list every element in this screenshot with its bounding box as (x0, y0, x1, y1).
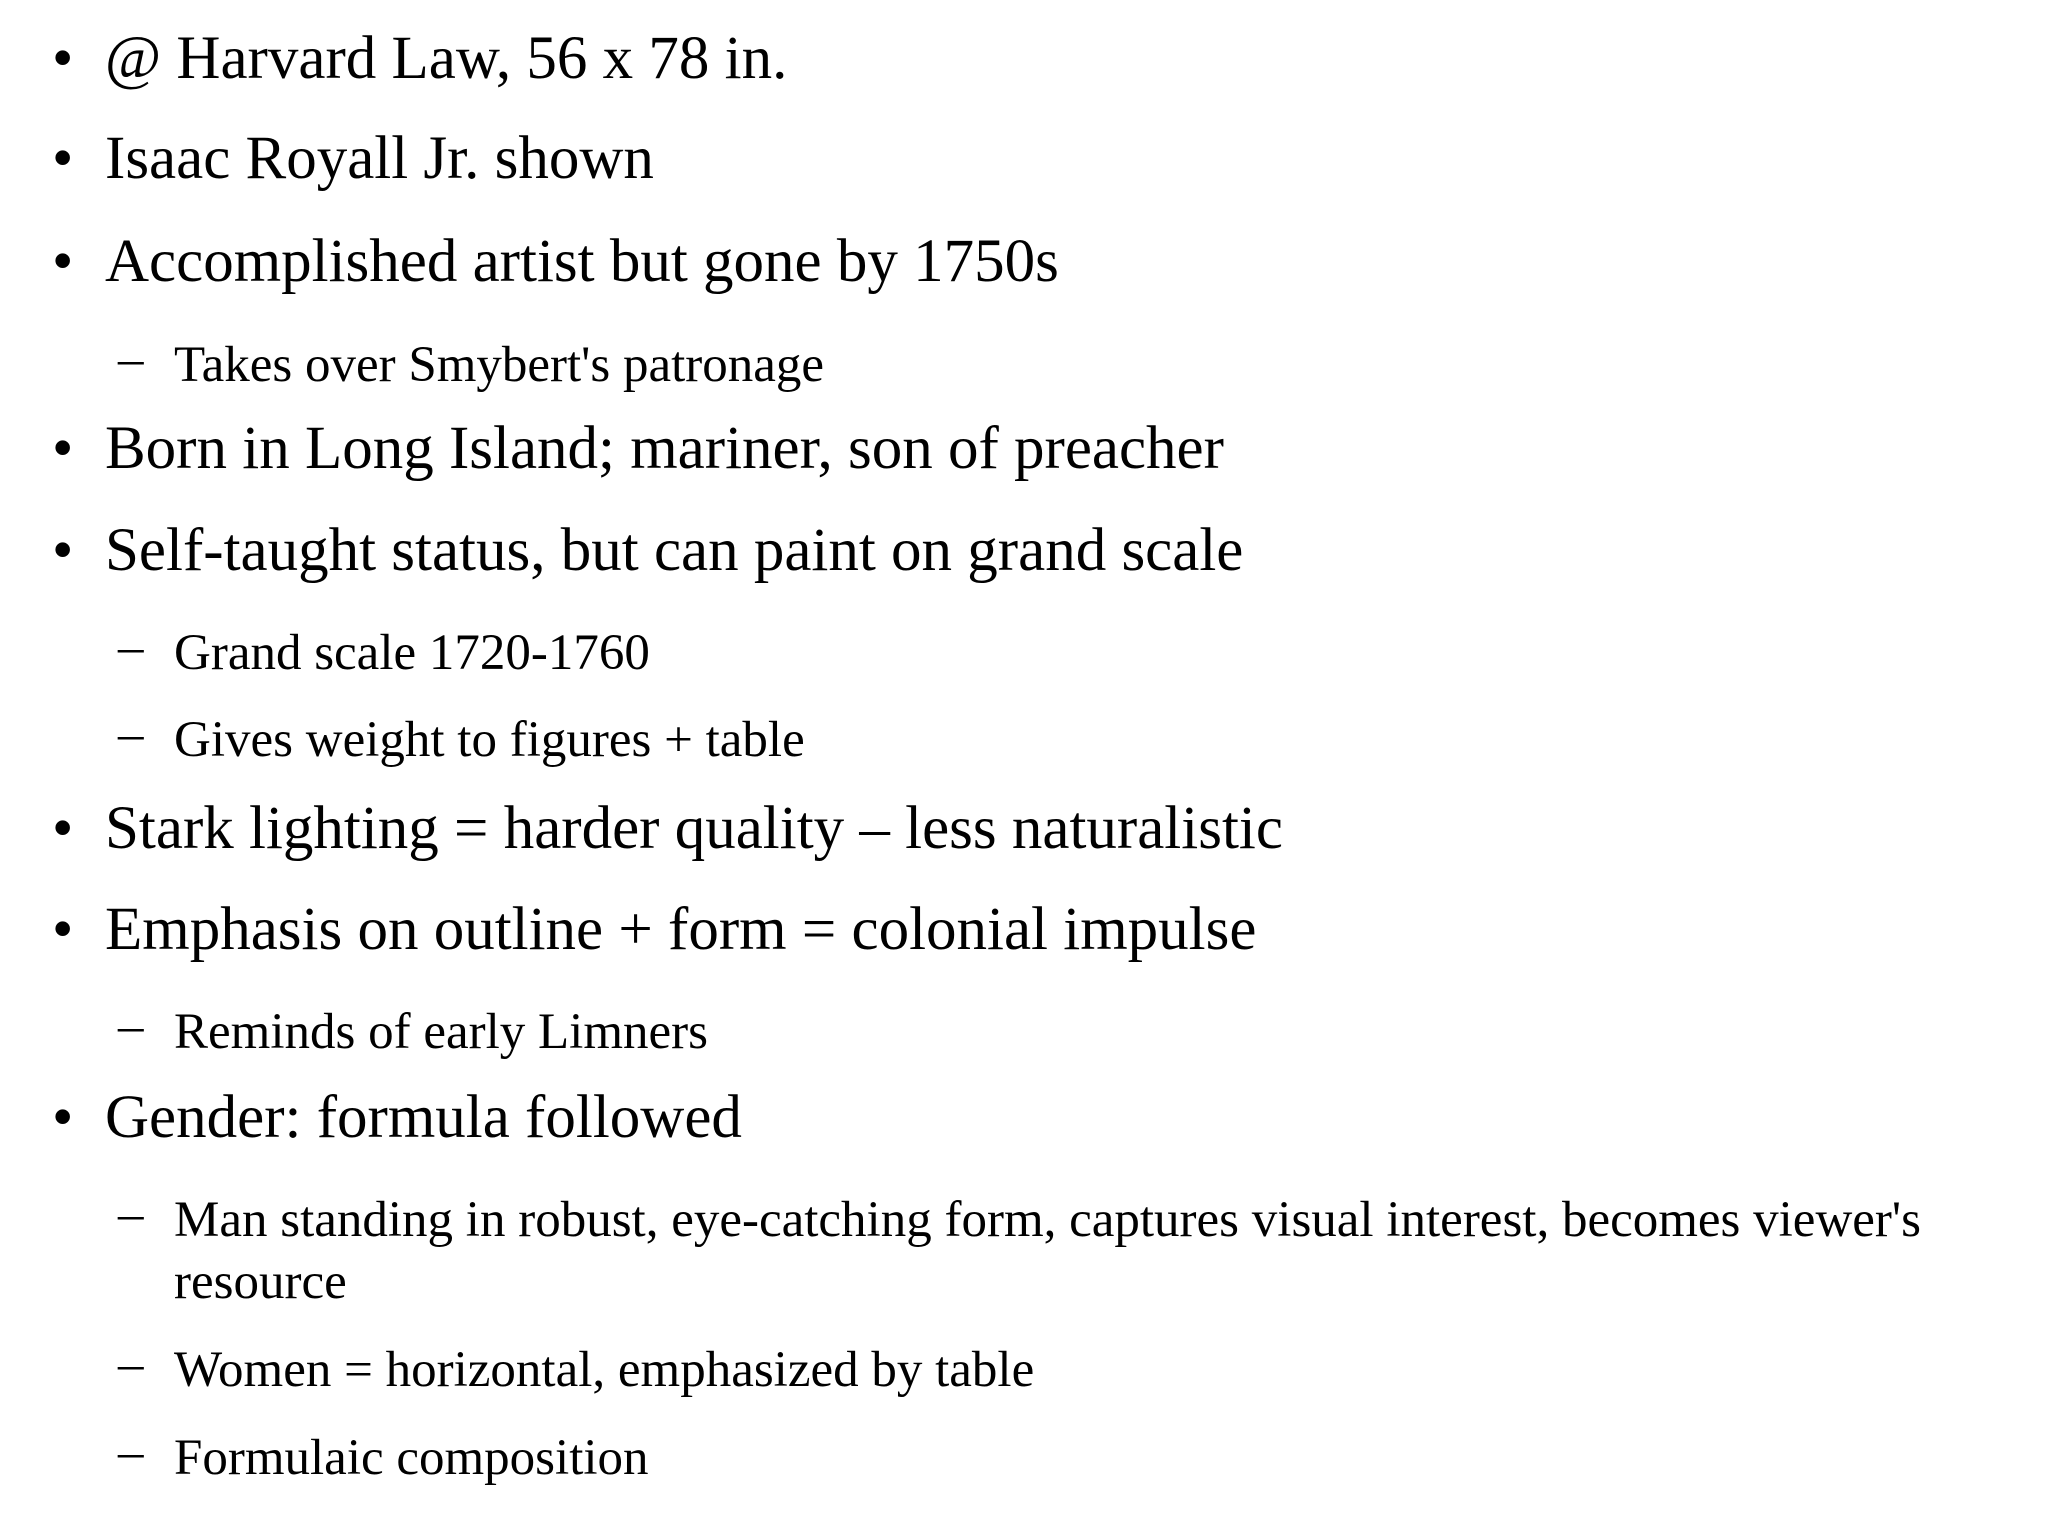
bullet-marker: • (52, 1084, 74, 1151)
bullet-marker: • (52, 25, 74, 92)
sub-bullet-marker: – (118, 1336, 144, 1392)
sub-bullet-marker: – (118, 1186, 144, 1242)
bullet-text: Born in Long Island; mariner, son of preacher (105, 415, 1224, 482)
sub-bullet-text: Man standing in robust, eye-catching form, captures visual interest, becomes viewer's resource (174, 1192, 1921, 1310)
sub-bullet-text: Women = horizontal, emphasized by table (174, 1342, 1035, 1398)
bullet-text: Self-taught status, but can paint on grand scale (105, 517, 1244, 584)
bullet-text: @ Harvard Law, 56 x 78 in. (105, 25, 788, 92)
sub-bullet-text: Reminds of early Limners (174, 1004, 708, 1060)
sub-bullet-marker: – (118, 331, 144, 387)
sub-bullet-marker: – (118, 706, 144, 762)
bullet-text: Stark lighting = harder quality – less naturalistic (105, 795, 1283, 862)
bullet-marker: • (52, 415, 74, 482)
bullet-text: Isaac Royall Jr. shown (105, 125, 654, 192)
bullet-marker: • (52, 517, 74, 584)
bullet-text: Accomplished artist but gone by 1750s (105, 228, 1059, 295)
sub-bullet-text: Formulaic composition (174, 1430, 649, 1486)
bullet-marker: • (52, 896, 74, 963)
sub-bullet-text: Takes over Smybert's patronage (174, 337, 825, 393)
bullet-marker: • (52, 795, 74, 862)
sub-bullet-marker: – (118, 1424, 144, 1480)
bullet-marker: • (52, 125, 74, 192)
sub-bullet-marker: – (118, 619, 144, 675)
sub-bullet-marker: – (118, 998, 144, 1054)
sub-bullet-text: Grand scale 1720-1760 (174, 625, 650, 681)
sub-bullet-text: Gives weight to figures + table (174, 712, 805, 768)
bullet-text: Gender: formula followed (105, 1084, 742, 1151)
bullet-marker: • (52, 228, 74, 295)
bullet-text: Emphasis on outline + form = colonial impulse (105, 896, 1257, 963)
